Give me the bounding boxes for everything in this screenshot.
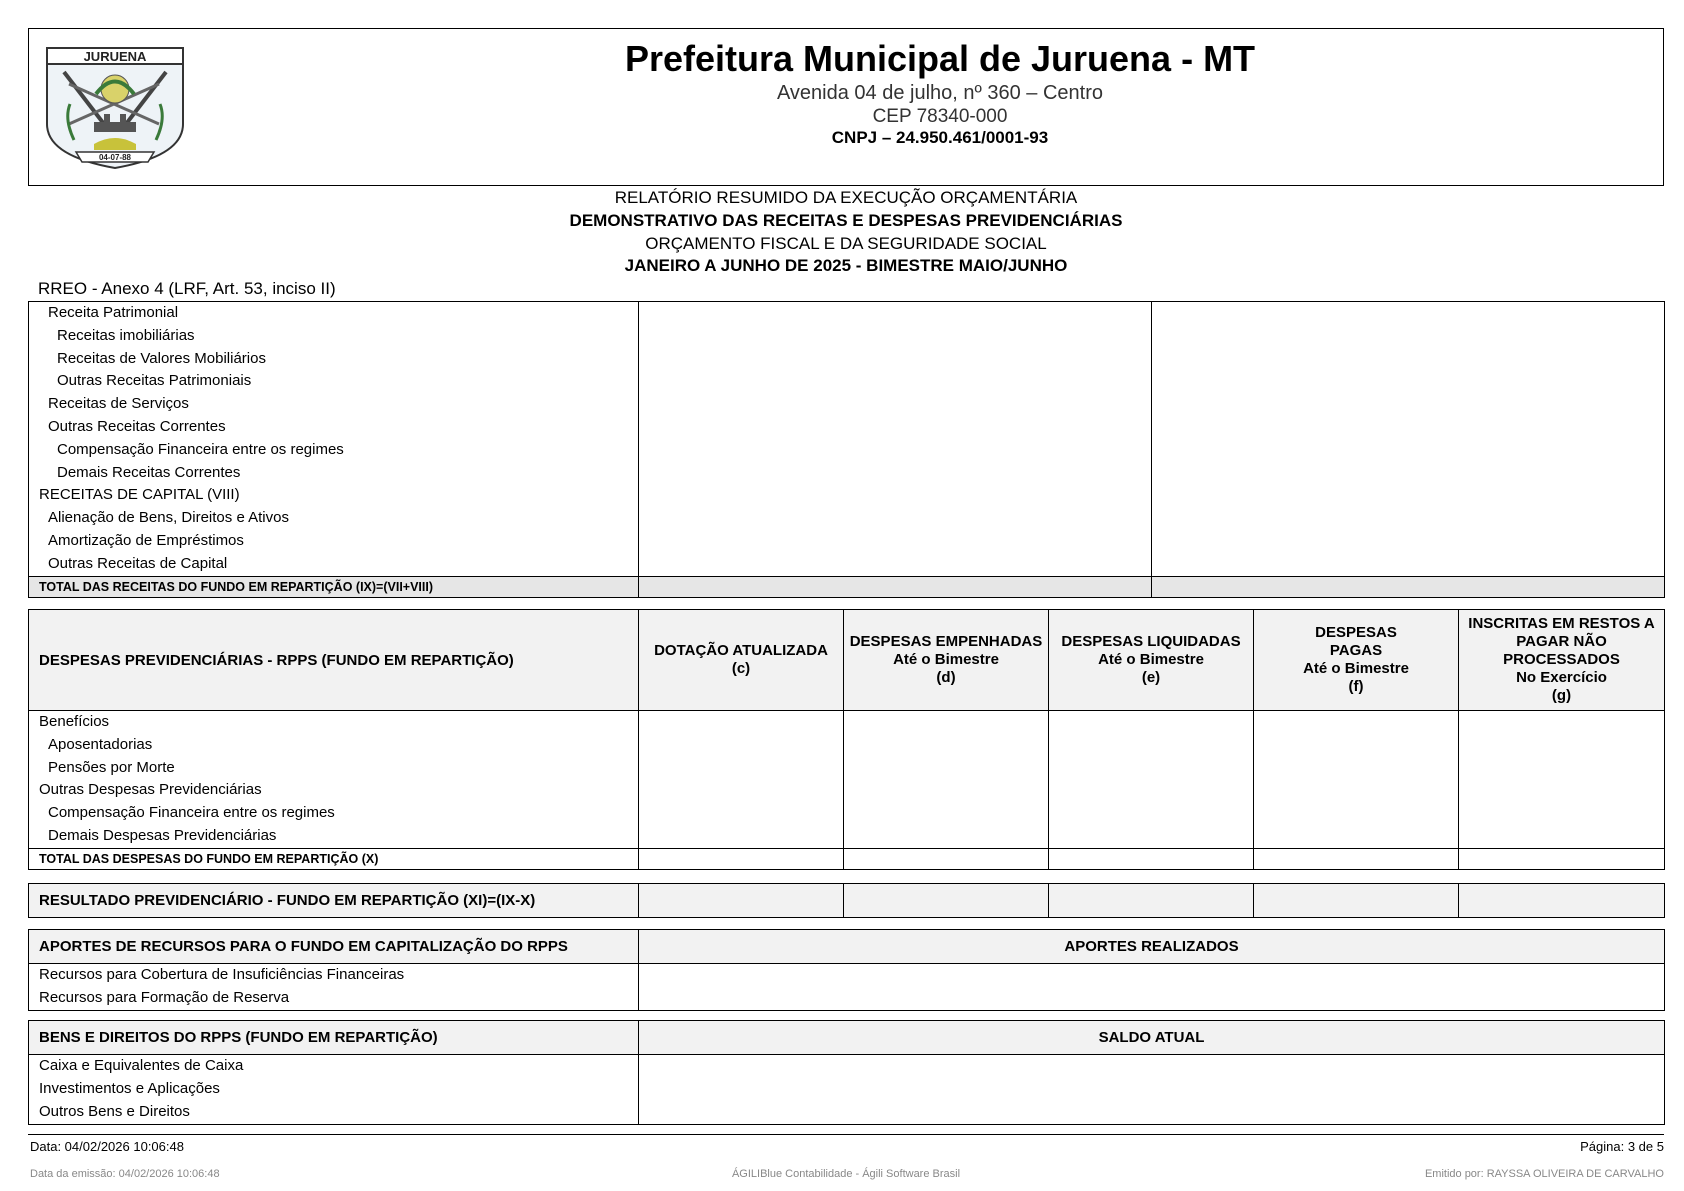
column-header-line: DOTAÇÃO ATUALIZADA — [654, 642, 828, 659]
list-item: Benefícios — [39, 713, 110, 730]
receitas-table — [28, 301, 1665, 598]
column-header-line: Até o Bimestre — [1303, 660, 1409, 677]
despesas-total-f — [1254, 849, 1459, 870]
bens-values — [639, 1055, 1665, 1125]
list-item: Demais Despesas Previdenciárias — [48, 826, 277, 844]
list-item: Pensões por Morte — [48, 758, 175, 776]
list-item: Recursos para Cobertura de Insuficiências Financeiras — [39, 966, 405, 983]
receitas-total-value1 — [639, 577, 1152, 598]
footer-issued-by: Emitido por: RAYSSA OLIVEIRA DE CARVALHO — [1424, 1168, 1664, 1180]
list-item: RECEITAS DE CAPITAL (VIII) — [39, 486, 240, 504]
list-item: Outras Receitas de Capital — [48, 554, 228, 572]
resultado-label: RESULTADO PREVIDENCIÁRIO - FUNDO EM REPARTIÇÃO (XI)=(IX-X) — [29, 884, 639, 918]
column-header-line: DESPESAS LIQUIDADAS — [1061, 633, 1241, 650]
list-item: Receita Patrimonial — [48, 304, 179, 321]
column-header-line: DESPESAS — [1315, 624, 1397, 641]
bens-list — [29, 1055, 639, 1125]
column-header-line: INSCRITAS EM RESTOS A — [1468, 615, 1655, 632]
page-title: Prefeitura Municipal de Juruena - MT — [624, 38, 1256, 79]
column-header-line: No Exercício — [1516, 669, 1607, 686]
receitas-list — [29, 302, 639, 577]
footer-date: Data: 04/02/2026 10:06:48 — [30, 1139, 184, 1154]
list-item: Alienação de Bens, Direitos e Ativos — [48, 509, 289, 527]
despesas-values-e — [1049, 711, 1254, 849]
report-title-3: ORÇAMENTO FISCAL E DA SEGURIDADE SOCIAL — [645, 234, 1047, 253]
despesas-table — [28, 609, 1665, 870]
resultado-g — [1459, 884, 1665, 918]
column-header-line: Até o Bimestre — [893, 651, 999, 668]
despesas-total-d — [844, 849, 1049, 870]
list-item: Aposentadorias — [48, 735, 153, 753]
report-title-1: RELATÓRIO RESUMIDO DA EXECUÇÃO ORÇAMENTÁRIA — [614, 188, 1078, 207]
municipal-coat-of-arms-logo — [44, 44, 186, 174]
receitas-values-col2 — [1152, 302, 1665, 577]
despesas-values-f — [1254, 711, 1459, 849]
list-item: Outras Despesas Previdenciárias — [39, 781, 262, 799]
header-cep: CEP 78340-000 — [872, 106, 1008, 127]
despesas-values-g — [1459, 711, 1665, 849]
list-item: Recursos para Formação de Reserva — [39, 988, 290, 1006]
column-header-line: Até o Bimestre — [1098, 651, 1204, 668]
column-header-line: PAGAR NÃO — [1516, 633, 1607, 650]
list-item: Outras Receitas Patrimoniais — [57, 372, 252, 390]
despesas-values-c — [639, 711, 844, 849]
column-header-line: (g) — [1551, 687, 1572, 704]
list-item: Caixa e Equivalentes de Caixa — [39, 1057, 244, 1074]
list-item: Demais Receitas Correntes — [57, 463, 241, 481]
list-item: Compensação Financeira entre os regimes — [48, 804, 335, 822]
bens-title: BENS E DIREITOS DO RPPS (FUNDO EM REPARTIÇÃO) — [29, 1021, 639, 1055]
column-header-line: (e) — [1141, 669, 1161, 686]
despesas-total-e — [1049, 849, 1254, 870]
bens-column: SALDO ATUAL — [639, 1021, 1665, 1055]
list-item: Receitas de Serviços — [48, 395, 189, 413]
list-item: Investimentos e Aplicações — [39, 1079, 220, 1097]
list-item: Receitas imobiliárias — [57, 326, 195, 344]
header-cnpj: CNPJ – 24.950.461/0001-93 — [831, 128, 1049, 147]
aportes-table — [28, 929, 1665, 1011]
aportes-values — [639, 964, 1665, 1011]
despesas-total-label: TOTAL DAS DESPESAS DO FUNDO EM REPARTIÇÃO (X) — [29, 849, 639, 870]
list-item: Outras Receitas Correntes — [48, 417, 226, 435]
column-header-line: (d) — [936, 669, 956, 686]
receitas-values-col1 — [639, 302, 1152, 577]
aportes-title: APORTES DE RECURSOS PARA O FUNDO EM CAPITALIZAÇÃO DO RPPS — [29, 930, 639, 964]
aportes-column: APORTES REALIZADOS — [639, 930, 1665, 964]
despesas-total-g — [1459, 849, 1665, 870]
footer-software: ÁGILIBlue Contabilidade - Ágili Software Brasil — [731, 1168, 961, 1180]
resultado-table — [28, 883, 1665, 918]
logo-text: JURUENA — [83, 49, 147, 64]
header-address: Avenida 04 de julho, nº 360 – Centro — [776, 82, 1104, 104]
column-restos-a-pagar — [1459, 610, 1665, 711]
aportes-list — [29, 964, 639, 1011]
report-period: JANEIRO A JUNHO DE 2025 - BIMESTRE MAIO/JUNHO — [624, 256, 1068, 275]
column-header-line: PROCESSADOS — [1503, 651, 1620, 668]
footer-divider — [28, 1134, 1664, 1135]
resultado-e — [1049, 884, 1254, 918]
column-header-line: (c) — [731, 660, 751, 677]
list-item: Compensação Financeira entre os regimes — [57, 440, 344, 458]
despesas-list — [29, 711, 639, 849]
column-despesas-pagas — [1254, 610, 1459, 711]
column-despesas-empenhadas — [844, 610, 1049, 711]
list-item: Amortização de Empréstimos — [48, 531, 244, 549]
column-dotacao-atualizada — [639, 610, 844, 711]
column-despesas-liquidadas — [1049, 610, 1254, 711]
logo-date: 04-07-88 — [98, 153, 132, 162]
list-item: Outros Bens e Direitos — [39, 1102, 190, 1120]
report-annex: RREO - Anexo 4 (LRF, Art. 53, inciso II) — [38, 279, 336, 298]
column-header-line: PAGAS — [1329, 642, 1383, 659]
column-header-line: (f) — [1348, 678, 1364, 695]
resultado-d — [844, 884, 1049, 918]
footer-page-number: Página: 3 de 5 — [1580, 1139, 1664, 1154]
despesas-title: DESPESAS PREVIDENCIÁRIAS - RPPS (FUNDO EM REPARTIÇÃO) — [29, 610, 639, 711]
resultado-f — [1254, 884, 1459, 918]
column-header-line: DESPESAS EMPENHADAS — [849, 633, 1043, 650]
report-title-2: DEMONSTRATIVO DAS RECEITAS E DESPESAS PREVIDENCIÁRIAS — [569, 211, 1123, 230]
resultado-c — [639, 884, 844, 918]
despesas-total-c — [639, 849, 844, 870]
footer-emission-date: Data da emissão: 04/02/2026 10:06:48 — [30, 1168, 220, 1180]
despesas-values-d — [844, 711, 1049, 849]
bens-table — [28, 1020, 1665, 1125]
receitas-total-label: TOTAL DAS RECEITAS DO FUNDO EM REPARTIÇÃO (IX)=(VII+VIII) — [29, 577, 639, 598]
list-item: Receitas de Valores Mobiliários — [57, 349, 266, 367]
receitas-total-value2 — [1152, 577, 1665, 598]
